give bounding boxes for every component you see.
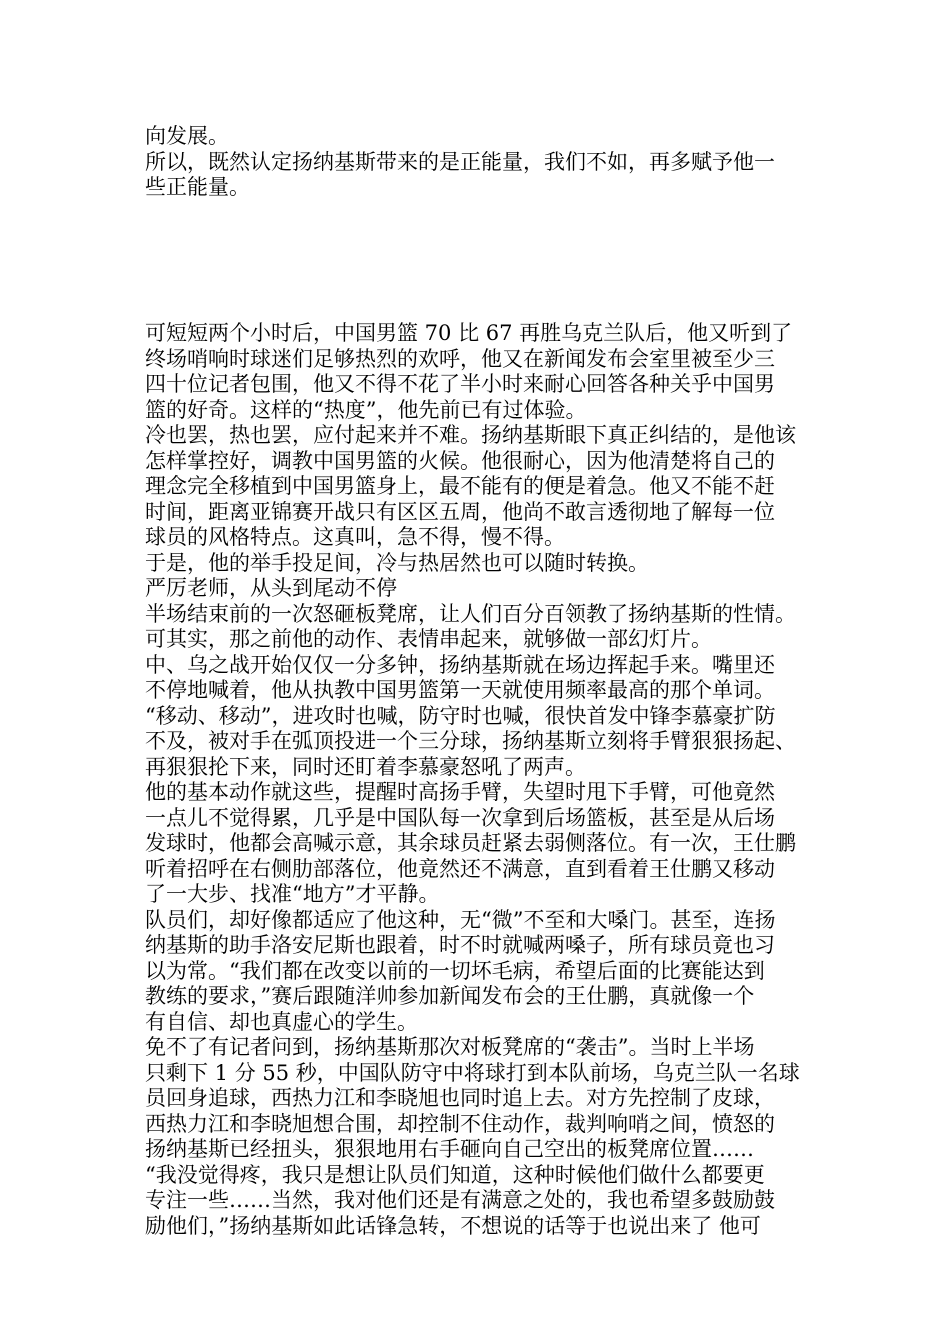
text-line: 不停地喊着，他从执教中国男篮第一天就使用频率最高的那个单词。: [145, 678, 775, 702]
text-line: 严厉老师，从头到尾动不停: [145, 576, 397, 600]
text-line: 篮的好奇。这样的“热度”，他先前已有过体验。: [145, 397, 587, 422]
text-line: 有自信、却也真虚心的学生。: [145, 1009, 418, 1034]
text-line: 于是，他的举手投足间，冷与热居然也可以随时转换。: [145, 550, 649, 575]
paragraph: [145, 576, 825, 602]
text-line: 可其实，那之前他的动作、表情串起来，就够做一部幻灯片。: [145, 627, 712, 651]
text-line: 球员的风格特点。这真叫，急不得，慢不得。: [145, 525, 565, 549]
text-line: 所以，既然认定扬纳基斯带来的是正能量，我们不如，再多赋予他一: [145, 149, 775, 174]
paragraph: [145, 653, 825, 781]
text-line: 一点儿不觉得累，几乎是中国队每一次拿到后场篮板，甚至是从后场: [145, 805, 775, 830]
paragraph: [145, 780, 825, 908]
text-line: 可短短两个小时后，中国男篮 70 比 67 再胜乌克兰队后，他又听到了: [145, 321, 793, 345]
text-line: “我没觉得疼，我只是想让队员们知道，这种时候他们做什么都要更: [145, 1162, 765, 1187]
text-line: 以为常。“我们都在改变以前的一切坏毛病，希望后面的比赛能达到: [145, 958, 765, 983]
text-line: 励他们，”扬纳基斯如此话锋急转，不想说的话等于也说出来了 他可: [145, 1213, 761, 1238]
text-line: 专注一些……当然，我对他们还是有满意之处的，我也希望多鼓励鼓: [145, 1188, 775, 1212]
text-line: 只剩下 1 分 55 秒，中国队防守中将球打到本队前场，乌克兰队一名球: [145, 1060, 800, 1085]
text-line: 怎样掌控好，调教中国男篮的火候。他很耐心，因为他清楚将自己的: [145, 448, 775, 473]
text-line: 教练的要求，”赛后跟随洋帅参加新闻发布会的王仕鹏，真就像一个: [145, 984, 755, 1008]
paragraph: [145, 423, 825, 551]
text-line: 听着招呼在右侧肋部落位，他竟然还不满意，直到看着王仕鹏又移动: [145, 856, 775, 881]
text-line: 四十位记者包围，他又不得不花了半小时来耐心回答各种关乎中国男: [145, 372, 775, 396]
paragraph: [145, 1035, 825, 1163]
paragraph: [145, 551, 825, 577]
paragraph: [145, 124, 825, 150]
text-line: 理念完全移植到中国男篮身上，最不能有的便是着急。他又不能不赶: [145, 474, 775, 498]
text-line: 他的基本动作就这些，提醒时高扬手臂，失望时甩下手臂，可他竟然: [145, 780, 775, 804]
paragraph: [145, 602, 825, 653]
text-line: 向发展。: [145, 124, 229, 148]
text-line: 员回身追球，西热力江和李晓旭也同时追上去。对方先控制了皮球，: [145, 1086, 775, 1110]
text-line: 中、乌之战开始仅仅一分多钟，扬纳基斯就在场边挥起手来。嘴里还: [145, 652, 775, 677]
paragraph: [145, 908, 825, 1036]
text-line: 纳基斯的助手洛安尼斯也跟着，时不时就喊两嗓子，所有球员竟也习: [145, 933, 775, 957]
paragraph: [145, 1163, 825, 1240]
text-line: 时间，距离亚锦赛开战只有区区五周，他尚不敢言透彻地了解每一位: [145, 499, 775, 524]
text-line: 冷也罢，热也罢，应付起来并不难。扬纳基斯眼下真正纠结的，是他该: [145, 423, 796, 447]
text-line: 了一大步、找准“地方”才平静。: [145, 882, 440, 906]
text-line: 队员们，却好像都适应了他这种，无“微”不至和大嗓门。甚至，连扬: [145, 907, 776, 932]
text-line: 西热力江和李晓旭想合围，却控制不住动作，裁判响哨之间，愤怒的: [145, 1111, 775, 1136]
text-line: 些正能量。: [145, 175, 250, 199]
text-line: 再狠狠抡下来，同时还盯着李慕豪怒吼了两声。: [145, 754, 586, 779]
text-line: 不及，被对手在弧顶投进一个三分球，扬纳基斯立刻将手臂狠狠扬起、: [145, 729, 796, 753]
text-line: “移动、移动”，进攻时也喊，防守时也喊，很快首发中锋李慕豪扩防: [145, 703, 776, 728]
paragraph: [145, 321, 825, 423]
paragraph: [145, 150, 825, 201]
text-line: 发球时，他都会高喊示意，其余球员赶紧去弱侧落位。有一次，王仕鹏: [145, 831, 796, 855]
text-line: 终场哨响时球迷们足够热烈的欢呼，他又在新闻发布会室里被至少三: [145, 346, 775, 371]
text-line: 扬纳基斯已经扭头，狠狠地用右手砸向自己空出的板凳席位置……: [145, 1137, 754, 1161]
text-line: 免不了有记者问到，扬纳基斯那次对板凳席的“袭击”。当时上半场: [145, 1035, 755, 1059]
text-line: 半场结束前的一次怒砸板凳席，让人们百分百领教了扬纳基斯的性情。: [145, 601, 796, 626]
